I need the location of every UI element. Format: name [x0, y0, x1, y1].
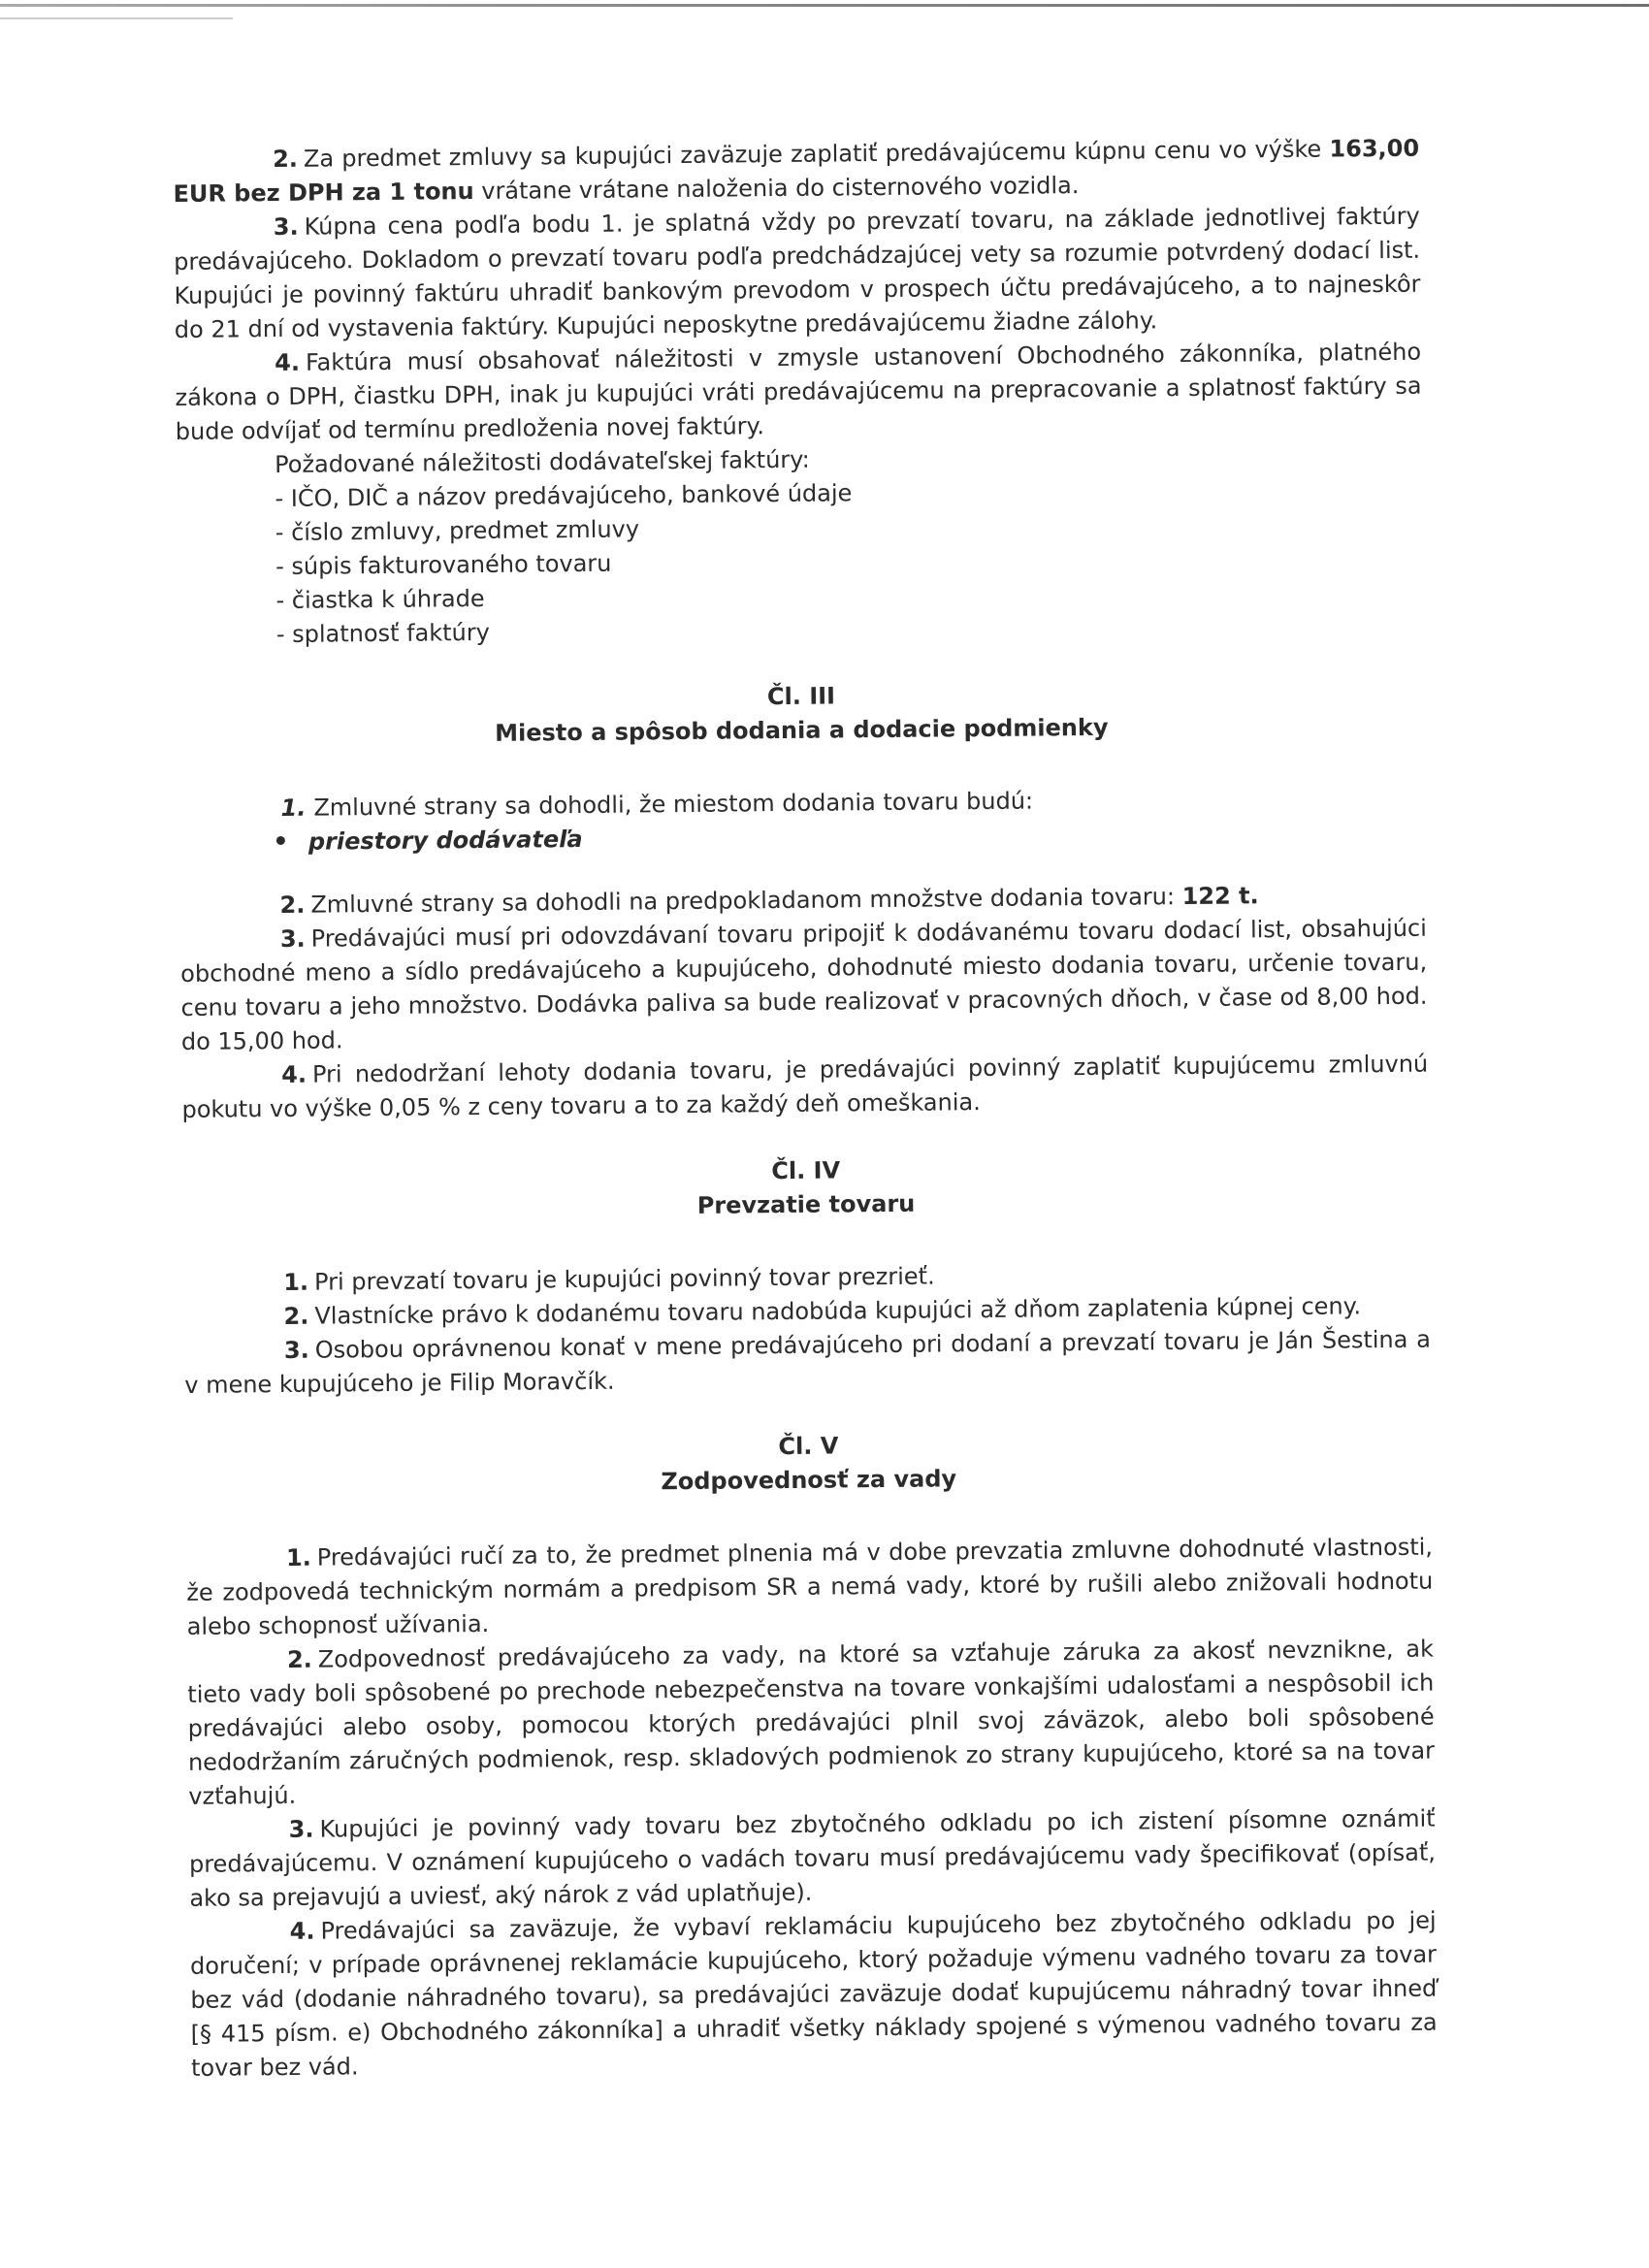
article-5-number: Čl. V	[778, 1432, 839, 1461]
paragraph-text: Pri nedodržaní lehoty dodania tovaru, je predávajúci povinný zaplatiť kupujúcemu zmluvnú pokutu vo výške 0,05 % z ceny tovaru a to za každý deň omeškania.	[181, 1050, 1429, 1123]
paragraph-number: 1.	[285, 1543, 311, 1571]
delivery-place: priestory dodávateľa	[307, 825, 583, 856]
article-3-title: Miesto a spôsob dodania a dodacie podmienky	[494, 713, 1109, 747]
paragraph-number: 3.	[279, 924, 306, 953]
paragraph-number: 2.	[283, 1302, 309, 1330]
paragraph-number: 4.	[275, 348, 301, 377]
paragraph-2-2	[173, 132, 1420, 211]
paragraph-text: Faktúra musí obsahovať náležitosti v zmysle ustanovení Obchodného zákonníka, platného zákona o DPH, čiastku DPH, inak ju kupujúci vráti predávajúcemu na prepracovanie a splatnosť faktúry sa bude odvíjať od termínu predloženia novej faktúry.	[175, 338, 1422, 445]
requirement-item: - čiastka k úhrade	[275, 584, 485, 614]
paragraph-number: 3.	[273, 212, 299, 242]
paragraph-text: Za predmet zmluvy sa kupujúci zaväzuje zaplatiť predávajúcemu kúpnu cenu vo výške	[303, 135, 1330, 173]
paragraph-3-3	[180, 912, 1428, 1059]
article-4-number: Čl. IV	[771, 1156, 841, 1185]
price-bold: 163,00 EUR bez DPH za 1 tonu	[173, 134, 1420, 208]
requirement-item: - súpis fakturovaného tovaru	[275, 549, 612, 581]
paragraph-number: 4.	[289, 1917, 315, 1945]
requirements-intro: Požadované náležitosti dodávateľskej faktúry:	[275, 445, 810, 479]
paragraph-2-4	[175, 336, 1422, 449]
paragraph-text: Predávajúci musí pri odovzdávaní tovaru pripojiť k dodávanému tovaru dodací list, obsahujúci obchodné meno a sídlo predávajúceho a kupujúceho, dohodnuté miesto dodania tovaru, určenie tovaru, cenu tovaru a jeho množstvo. Dodávka paliva sa bude realizovať v pracovných dňoch, v čase od 8,00 hod. do 15,00 hod.	[180, 914, 1428, 1055]
paragraph-text: Predávajúci sa zaväzuje, že vybaví reklamáciu kupujúceho bez zbytočného odkladu po jej doručení; v prípade oprávnenej reklamácie kupujúceho, ktorý požaduje výmenu vadného tovaru za tovar bez vád (dodanie náhradného tovaru), sa predávajúci zaväzuje dodať kupujúcemu náhradný tovar ihneď [§ 415 písm. e) Obchodného zákonníka] a uhradiť všetky náklady spojené s výmenou vadného tovaru za tovar bez vád.	[189, 1906, 1438, 2082]
paragraph-text: Predávajúci ručí za to, že predmet plnenia má v dobe prevzatia zmluvne dohodnuté vlastnosti, že zodpovedá technickým normám a predpisom SR a nemá vady, ktoré by rušili alebo znižovali hodnotu alebo schopnosť užívania.	[186, 1533, 1434, 1640]
paragraph-2-3	[174, 200, 1421, 347]
paragraph-number: 2.	[286, 1645, 312, 1673]
article-3-number: Čl. III	[766, 682, 836, 711]
paragraph-3-4	[181, 1048, 1429, 1127]
requirement-item: - splatnosť faktúry	[275, 618, 490, 648]
document-page	[173, 132, 1438, 2086]
paragraph-text: Kúpna cena podľa bodu 1. je splatná vždy po prevzatí tovaru, na základe jednotlivej faktúry predávajúceho. Dokladom o prevzatí tovaru podľa predchádzajúcej vety sa rozumie potvrdený dodací list. Kupujúci je povinný faktúru uhradiť bankovým prevodom v prospech účtu predávajúceho, a to najneskôr do 21 dní od vystavenia faktúry. Kupujúci neposkytne predávajúcemu žiadne zálohy.	[174, 202, 1421, 343]
paragraph-number: 3.	[288, 1815, 314, 1843]
paragraph-text: Osobou oprávnenou konať v mene predávajúceho pri dodaní a prevzatí tovaru je Ján Šestina a v mene kupujúceho je Filip Moravčík.	[184, 1325, 1432, 1399]
paragraph-number: 1.	[283, 1268, 309, 1296]
paragraph-text: Kupujúci je povinný vady tovaru bez zbytočného odkladu po ich zistení písomne oznámiť predávajúcemu. V oznámení kupujúceho o vadách tovaru musí predávajúcemu vady špecifikovať (opísať, ako sa prejavujú a uviesť, aký nárok z vád uplatňuje).	[188, 1804, 1437, 1912]
paragraph-text: Zodpovednosť predávajúceho za vady, na ktoré sa vzťahuje záruka za akosť nevznikne, ak tieto vady boli spôsobené po prechode nebezpečenstva na tovare vonkajšími udalosťami a nespôsobil ich predávajúci alebo osoby, pomocou ktorých predávajúci plnil svoj záväzok, alebo boli spôsobené nedodržaním záručných podmienok, resp. skladových podmienok zo strany kupujúceho, ktoré sa na tovar vzťahujú.	[187, 1635, 1436, 1810]
paragraph-text: Pri prevzatí tovaru je kupujúci povinný tovar prezrieť.	[313, 1262, 935, 1296]
paragraph-number: 3.	[283, 1336, 309, 1364]
requirement-item: - IČO, DIČ a názov predávajúceho, bankové údaje	[275, 479, 853, 513]
paragraph-number: 2.	[273, 145, 299, 174]
article-5-title: Zodpovednosť za vady	[661, 1465, 957, 1496]
paragraph-text: vrátane vrátane naloženia do cisternového vozidla.	[473, 172, 1080, 206]
paragraph-4-3	[184, 1323, 1432, 1403]
quantity-bold: 122 t.	[1181, 882, 1259, 911]
paragraph-5-1	[186, 1531, 1434, 1644]
article-4-title: Prevzatie tovaru	[696, 1189, 916, 1219]
paragraph-5-3	[189, 1802, 1437, 1916]
invoice-requirements	[176, 437, 1424, 653]
bullet-icon	[276, 835, 285, 844]
requirement-item: - číslo zmluvy, predmet zmluvy	[275, 515, 640, 547]
scan-edge	[0, 4, 1649, 7]
paragraph-text: Vlastnícke právo k dodanému tovaru nadobúda kupujúci až dňom zaplatenia kúpnej ceny.	[314, 1292, 1362, 1330]
paragraph-text: Zmluvné strany sa dohodli na predpokladanom množstve dodania tovaru:	[310, 883, 1182, 919]
paragraph-number: 2.	[279, 891, 306, 919]
paragraph-number: 4.	[281, 1060, 307, 1088]
paragraph-number: 1.	[280, 794, 307, 822]
scan-edge-secondary	[0, 17, 233, 19]
paragraph-5-4	[190, 1904, 1439, 2086]
paragraph-text: Zmluvné strany sa dohodli, že miestom dodania tovaru budú:	[313, 787, 1034, 822]
paragraph-5-2	[187, 1633, 1436, 1814]
